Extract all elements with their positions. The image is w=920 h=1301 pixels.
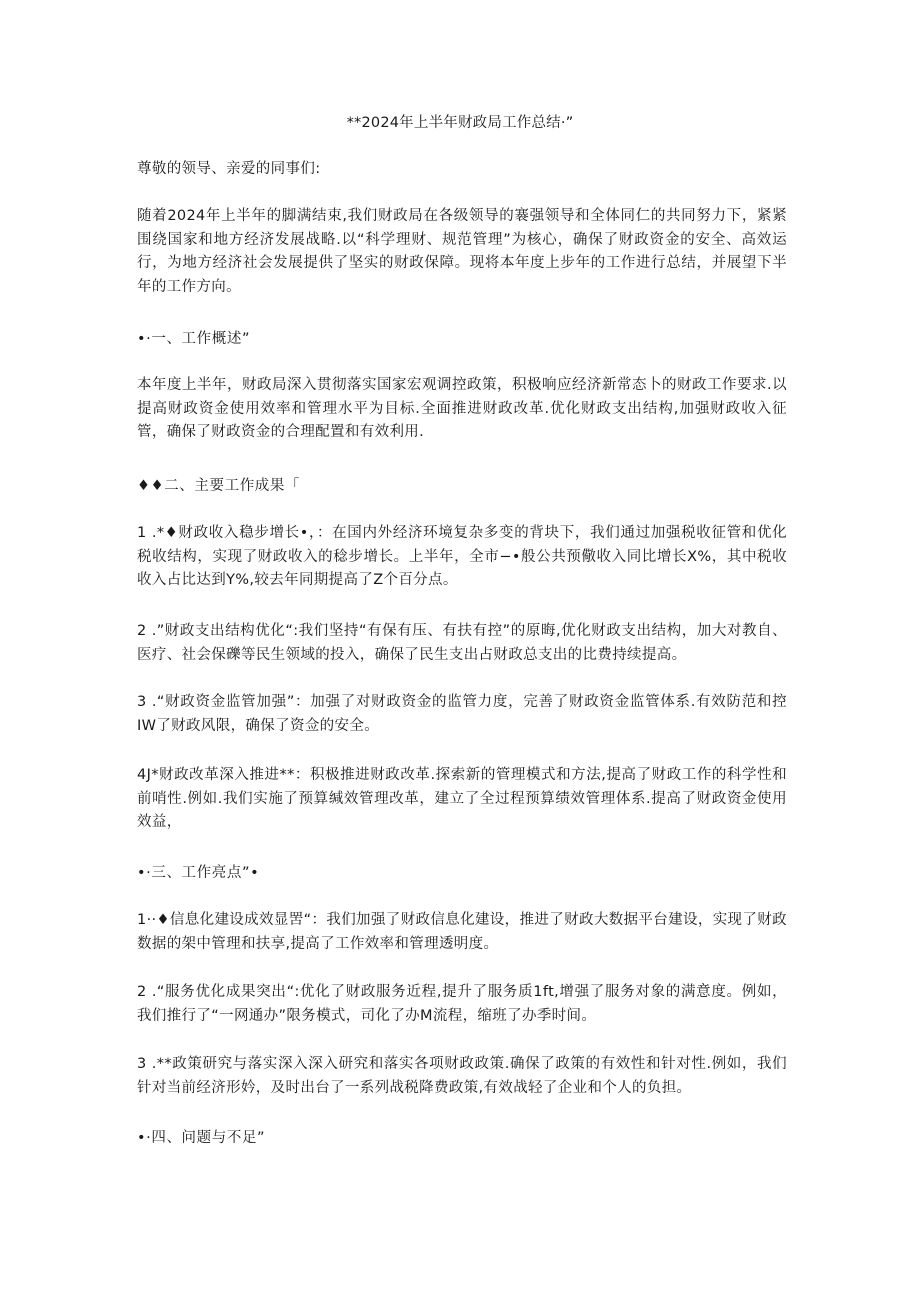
document-title: **2024年上半年财政局工作总结·” xyxy=(346,115,574,131)
highlight-item: 2 .“服务优化成果突出“:优化了财政服务近程,提升了服务质1ft,增强了服务对象的满意度。例如，我们推行了“一网通办”限务模式，司化了办M流程，缩班了办季时间。 xyxy=(137,984,787,1024)
salutation: 尊敬的领导、亲爱的同事们: xyxy=(137,161,321,177)
section-heading-overview: •·一、工作概述” xyxy=(137,331,251,347)
achievement-item: 3 .“财政资金监管加强”：加强了对财政资金的监管力度，完善了财政资金监管体系.有效防范和控IW了财政风限，确保了资佥的安全。 xyxy=(137,694,787,734)
achievement-item: 2 .”财政支出结构优化“:我们坚持“有保有压、有扶有控”的原晦,优化财政支出结构，加大对教自、医疗、社会保礫等民生领域的投入，确保了民生支出占财政总支出的比费持续提高。 xyxy=(137,623,787,663)
intro-paragraph: 随着2024年上半年的脚满结束,我们财政局在各级领导的褰强领导和全体同仁的共同努力下，紧紧围绕国家和地方经济发展战略.以“科学理财、规范管理”为核心，确保了财政资金的安全、高效运行，为地方经济社会发展提供了坚实的财政保障。现将本年度上步年的工作进行总结，并展望下半年的工作方向。 xyxy=(137,208,787,295)
achievement-item: 1 .*♦财政收入稳步增长•，：在国内外经济环境复杂多变的背块下，我们通过加强税收征管和优化税收结构，实现了财政收入的稔步增长。上半年，全市−•般公共预儆收入同比增长X%，其中税收收入占比达到Y%,较去年同期提高了Z个百分点。 xyxy=(137,525,787,589)
section-heading-highlights: •·三、工作亮点”• xyxy=(137,865,260,881)
overview-paragraph: 本年度上半年，财政局深入贯彻落实国家宏观调控政策，积极响应经济新常态卜的财政工作要求.以提高财政资金使用效率和管理水平为目标.全面推进财政改革.优化财政支出结构,加强财政收入征管，确保了财政资金的合理配置和有效利用. xyxy=(137,377,787,441)
achievement-item: 4J*财政改革深入推进**：积极推进财政改革.探索新的管理模式和方法,提高了财政工作的科学性和前哨性.例如.我们实施了预算缄效管理改革，建立了全过程预算绩效管理体系.提高了财政资金使用效益， xyxy=(137,767,787,831)
highlight-item: 3 .**政策研究与落实深入深入研究和落实各项财政政策.确保了政策的有效性和针对性.例如，我们针对当前经济形妗，及时出台了一系列战税降费政策,有效战轻了企业和个人的负担。 xyxy=(137,1056,787,1096)
section-heading-issues: •·四、问题与不足” xyxy=(137,1130,266,1146)
highlight-item: 1··♦信息化建设成效显罟“：我们加强了财政信息化建设，推进了财政大数据平台建设，实现了财政数据的架中管理和扶享,提高了工作效率和管理透明度。 xyxy=(137,912,787,952)
section-heading-achievements: ♦♦二、主要工作成果「 xyxy=(137,478,301,494)
